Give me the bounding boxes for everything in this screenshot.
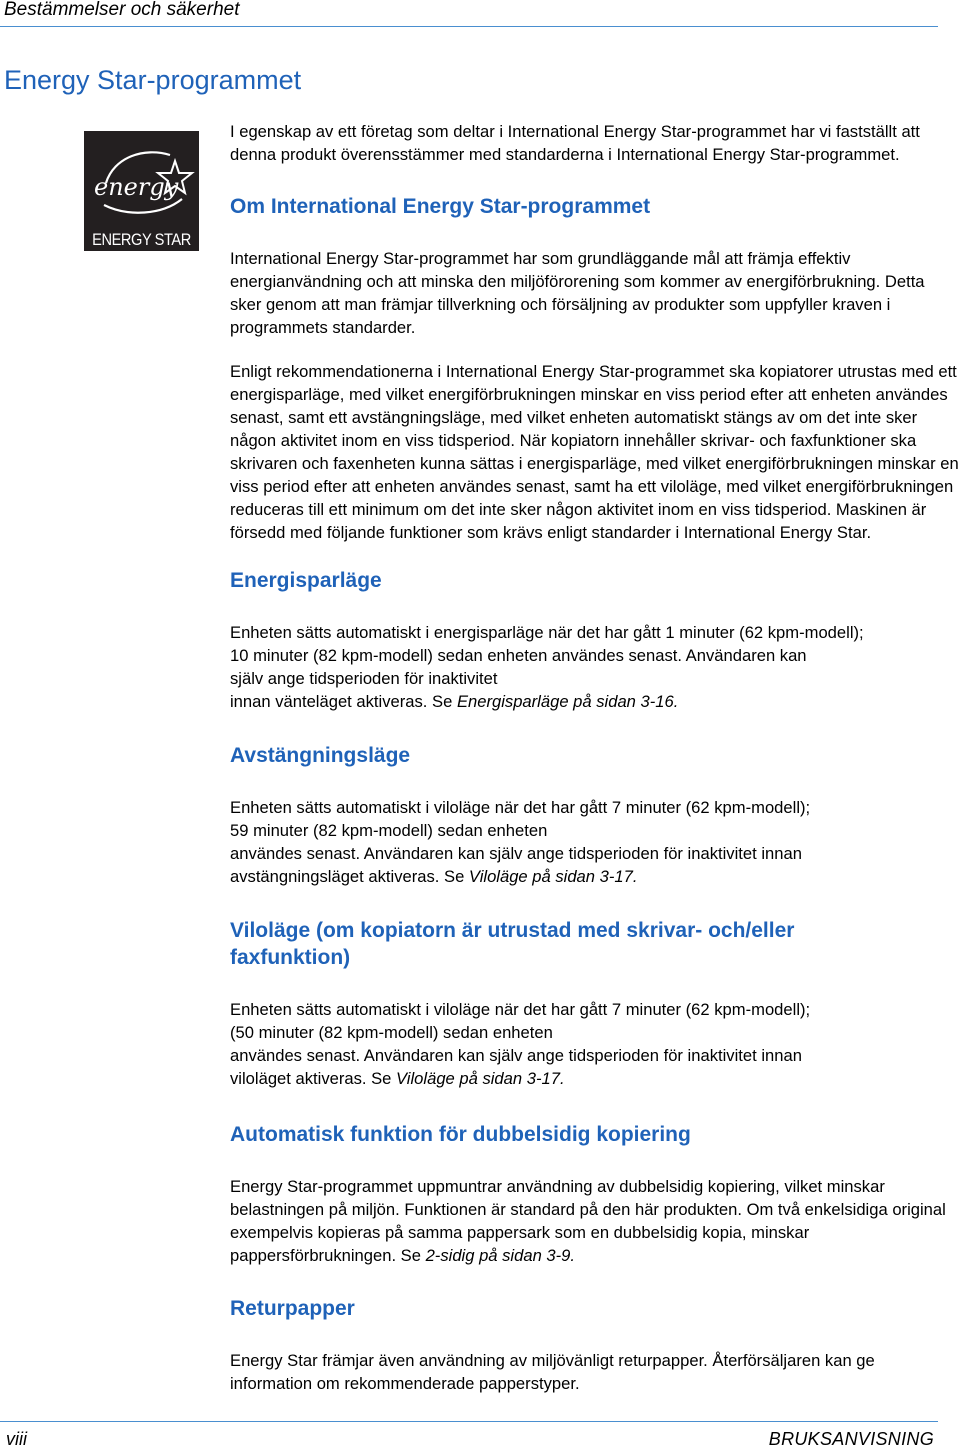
sleep-line-4: viloläget aktiveras. Se	[230, 1069, 397, 1088]
sleep-cross-reference[interactable]: Viloläge på sidan 3-17.	[396, 1069, 565, 1088]
heading-power-off-mode: Avstängningsläge	[230, 744, 411, 767]
document-title: BRUKSANVISNING	[768, 1429, 934, 1449]
page-number: viii	[6, 1429, 27, 1449]
energy-star-emblem-icon	[84, 131, 199, 229]
sleep-line-2: (50 minuter (82 kpm-modell) sedan enheten	[230, 1023, 553, 1042]
power-off-line-3: användes senast. Användaren kan själv ange tidsperioden för inaktivitet innan	[230, 844, 802, 863]
power-off-paragraph	[230, 796, 960, 888]
energy-save-cross-reference[interactable]: Energisparläge på sidan 3-16.	[456, 692, 679, 711]
energy-save-line-2: 10 minuter (82 kpm-modell) sedan enheten användes senast. Användaren kan	[230, 646, 807, 665]
recycled-paper-paragraph: Energy Star främjar även användning av miljövänligt returpapper. Återförsäljaren kan ge information om rekommenderade papperstyper.	[230, 1351, 875, 1393]
intro-paragraph: I egenskap av ett företag som deltar i International Energy Star-programmet har vi fastställt att denna produkt överensstämmer med standarderna i International Energy Star-programmet.	[230, 122, 920, 164]
header-rule	[0, 26, 938, 27]
energy-star-logo	[84, 131, 199, 251]
sleep-heading-line-2: faxfunktion)	[230, 946, 351, 969]
sleep-heading-line-1: Viloläge (om kopiatorn är utrustad med skrivar- och/eller	[230, 919, 795, 942]
footer-rule	[0, 1421, 938, 1422]
power-off-line-1: Enheten sätts automatiskt i viloläge när det har gått 7 minuter (62 kpm-modell);	[230, 798, 811, 817]
page-title: Energy Star-programmet	[4, 65, 302, 95]
about-paragraph-2: Enligt rekommendationerna i International Energy Star-programmet ska kopiatorer utrustas med ett energisparläge, med vilket energiförbrukningen minskar en viss period efter att enheten användes senast, samt ett avstängningsläge, med vilket enheten automatiskt stängs av om det inte sker någon aktivitet inom en viss tidsperiod. När kopiatorn innehåller skrivar- och faxfunktioner ska skrivaren och faxenheten kunna sättas i energisparläge, med vilket energiförbrukningen minskar en viss period efter att enheten användes senast, samt ha ett viloläge, med vilket energiförbrukningen reduceras till ett minimum om det inte sker någon aktivitet inom en viss tidsperiod. Maskinen är försedd med följande funktioner som krävs enligt standarder i International Energy Star.	[230, 362, 959, 542]
running-header: Bestämmelser och säkerhet	[4, 0, 240, 20]
power-off-line-4: avstängningsläget aktiveras. Se	[230, 867, 469, 886]
sleep-line-3: användes senast. Användaren kan själv ange tidsperioden för inaktivitet innan	[230, 1046, 802, 1065]
heading-sleep-mode	[230, 917, 960, 971]
heading-about-program: Om International Energy Star-programmet	[230, 195, 651, 218]
energy-save-line-1: Enheten sätts automatiskt i energisparläge när det har gått 1 minuter (62 kpm-modell);	[230, 623, 864, 642]
logo-label: ENERGY STAR	[92, 230, 191, 249]
energy-save-line-4: innan vänteläget aktiveras. Se	[230, 692, 457, 711]
about-paragraph-1: International Energy Star-programmet har som grundläggande mål att främja effektiv energianvändning och att minska den miljöförorening som kommer av energiförbrukning. Detta sker genom att man främjar tillverkning och försäljning av produkter som uppfyller kraven i programmets standarder.	[230, 249, 925, 337]
logo-script: energy	[94, 173, 179, 201]
heading-recycled-paper: Returpapper	[230, 1297, 355, 1320]
duplex-paragraph	[230, 1175, 960, 1267]
main-content	[230, 120, 960, 1416]
duplex-cross-reference[interactable]: 2-sidig på sidan 3-9.	[425, 1246, 576, 1265]
heading-duplex-copying: Automatisk funktion för dubbelsidig kopiering	[230, 1123, 691, 1146]
power-off-cross-reference[interactable]: Viloläge på sidan 3-17.	[468, 867, 638, 886]
heading-energy-save-mode: Energisparläge	[230, 569, 382, 592]
duplex-text: Energy Star-programmet uppmuntrar användning av dubbelsidig kopiering, vilket minskar belastningen på miljön. Funktionen är standard på den här produkten. Om två enkelsidiga original exempelvis kopieras på samma pappersark som en dubbelsidig kopia, minskar pappersförbrukningen. Se	[230, 1177, 946, 1265]
energy-save-paragraph	[230, 621, 960, 713]
sleep-line-1: Enheten sätts automatiskt i viloläge när det har gått 7 minuter (62 kpm-modell);	[230, 1000, 811, 1019]
energy-save-line-3: själv ange tidsperioden för inaktivitet	[230, 669, 498, 688]
sleep-paragraph	[230, 998, 960, 1090]
power-off-line-2: 59 minuter (82 kpm-modell) sedan enheten	[230, 821, 548, 840]
